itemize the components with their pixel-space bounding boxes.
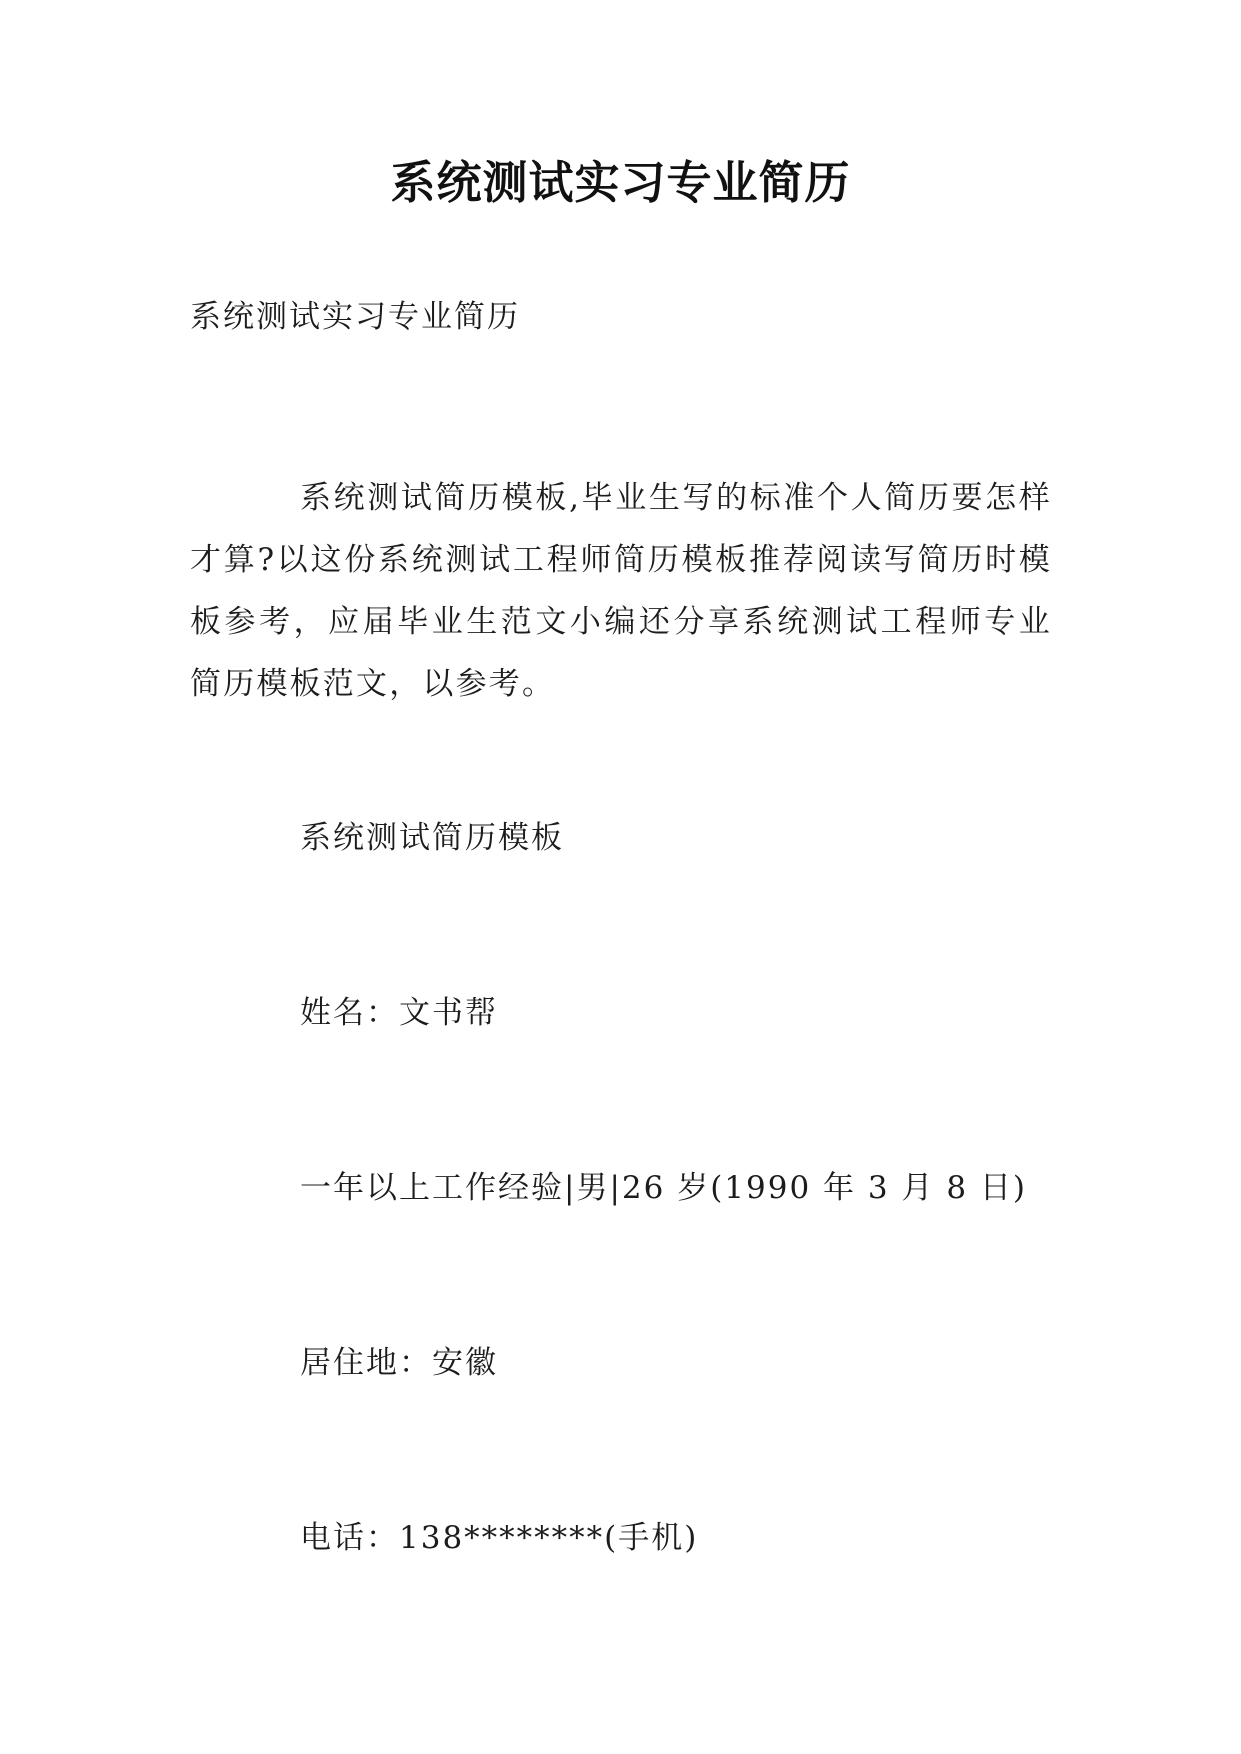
info-line: 一年以上工作经验|男|26 岁(1990 年 3 月 8 日)	[300, 1170, 1027, 1206]
document-title: 系统测试实习专业简历	[390, 156, 851, 209]
document-subtitle: 系统测试实习专业简历	[190, 299, 520, 335]
phone-line: 电话：138********(手机)	[300, 1520, 699, 1556]
residence-line: 居住地：安徽	[300, 1345, 498, 1381]
section-heading: 系统测试简历模板	[300, 820, 564, 856]
intro-paragraph: 系统测试简历模板,毕业生写的标准个人简历要怎样才算?以这份系统测试工程师简历模板推荐阅读写简历时模板参考，应届毕业生范文小编还分享系统测试工程师专业简历模板范文，以参考。	[190, 480, 1052, 702]
name-line: 姓名：文书帮	[300, 995, 498, 1031]
